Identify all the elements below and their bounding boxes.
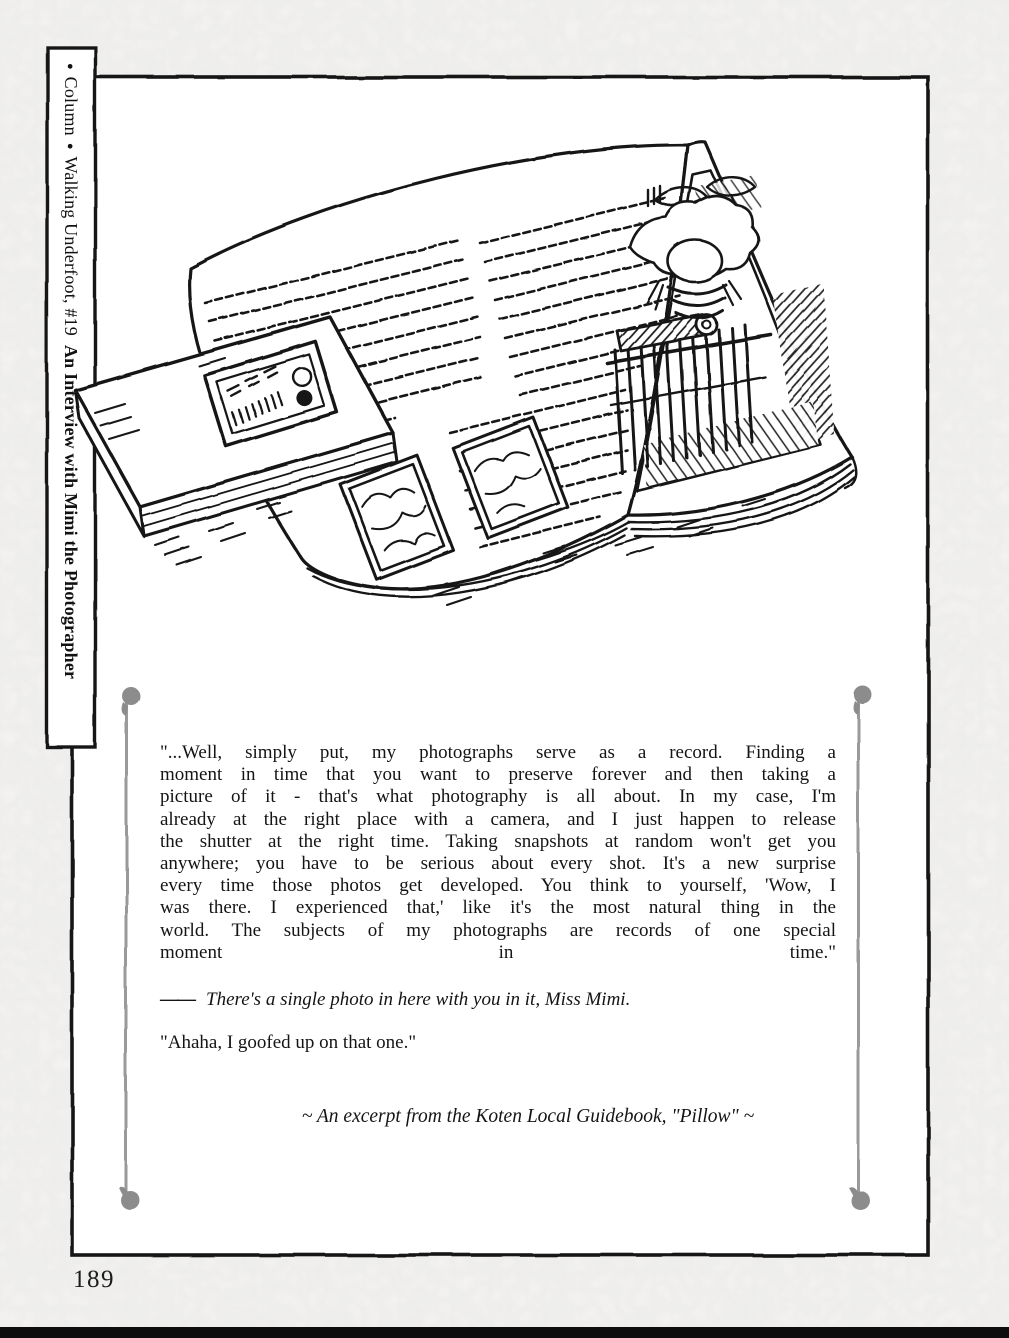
- page-number: 189: [73, 1266, 115, 1293]
- sidebar-series-label: Walking Underfoot, #19: [61, 156, 81, 336]
- quote-line: was there. I experienced that,' like it's the most natural thing in the: [160, 897, 836, 919]
- mimi-reply: "Ahaha, I goofed up on that one.": [160, 1032, 417, 1054]
- magazine-illustration: [55, 95, 885, 655]
- sidebar-column-label: Column: [61, 76, 81, 136]
- interviewer-question: [160, 989, 836, 1011]
- interviewer-question-text: There's a single photo in here with you in it, Miss Mimi.: [206, 989, 631, 1011]
- quote-line: "...Well, simply put, my photographs serve as a record. Finding a: [160, 742, 836, 763]
- quote-line: every time those photos get developed. You think to yourself, 'Wow, I: [160, 875, 836, 897]
- bottom-edge-bar: [0, 1327, 1009, 1338]
- quote-line: moment in time that you want to preserve forever and then taking a: [160, 764, 836, 786]
- quote-paragraph: [160, 742, 836, 964]
- excerpt-attribution: ~ An excerpt from the Koten Local Guidebook, "Pillow" ~: [301, 1106, 755, 1128]
- em-dash-rule: ——: [160, 989, 194, 1011]
- quote-line: moment in time.": [160, 941, 836, 963]
- bullet-icon: ●: [64, 142, 76, 150]
- bullet-icon: ●: [64, 62, 76, 70]
- quote-line: already at the right place with a camera, and I just happen to release: [160, 808, 836, 830]
- quote-line: world. The subjects of my photographs are records of one special: [160, 919, 836, 941]
- sidebar-episode-title: An Interview with Mimi the Photographer: [61, 344, 81, 679]
- quote-line: anywhere; you have to be serious about every shot. It's a new surprise: [160, 853, 836, 875]
- quote-line: the shutter at the right time. Taking snapshots at random won't get you: [160, 830, 836, 852]
- interview-quote-block: [160, 742, 836, 1129]
- quote-line: picture of it - that's what photography is all about. In my case, I'm: [160, 786, 836, 808]
- sidebar-column-title: [45, 45, 97, 748]
